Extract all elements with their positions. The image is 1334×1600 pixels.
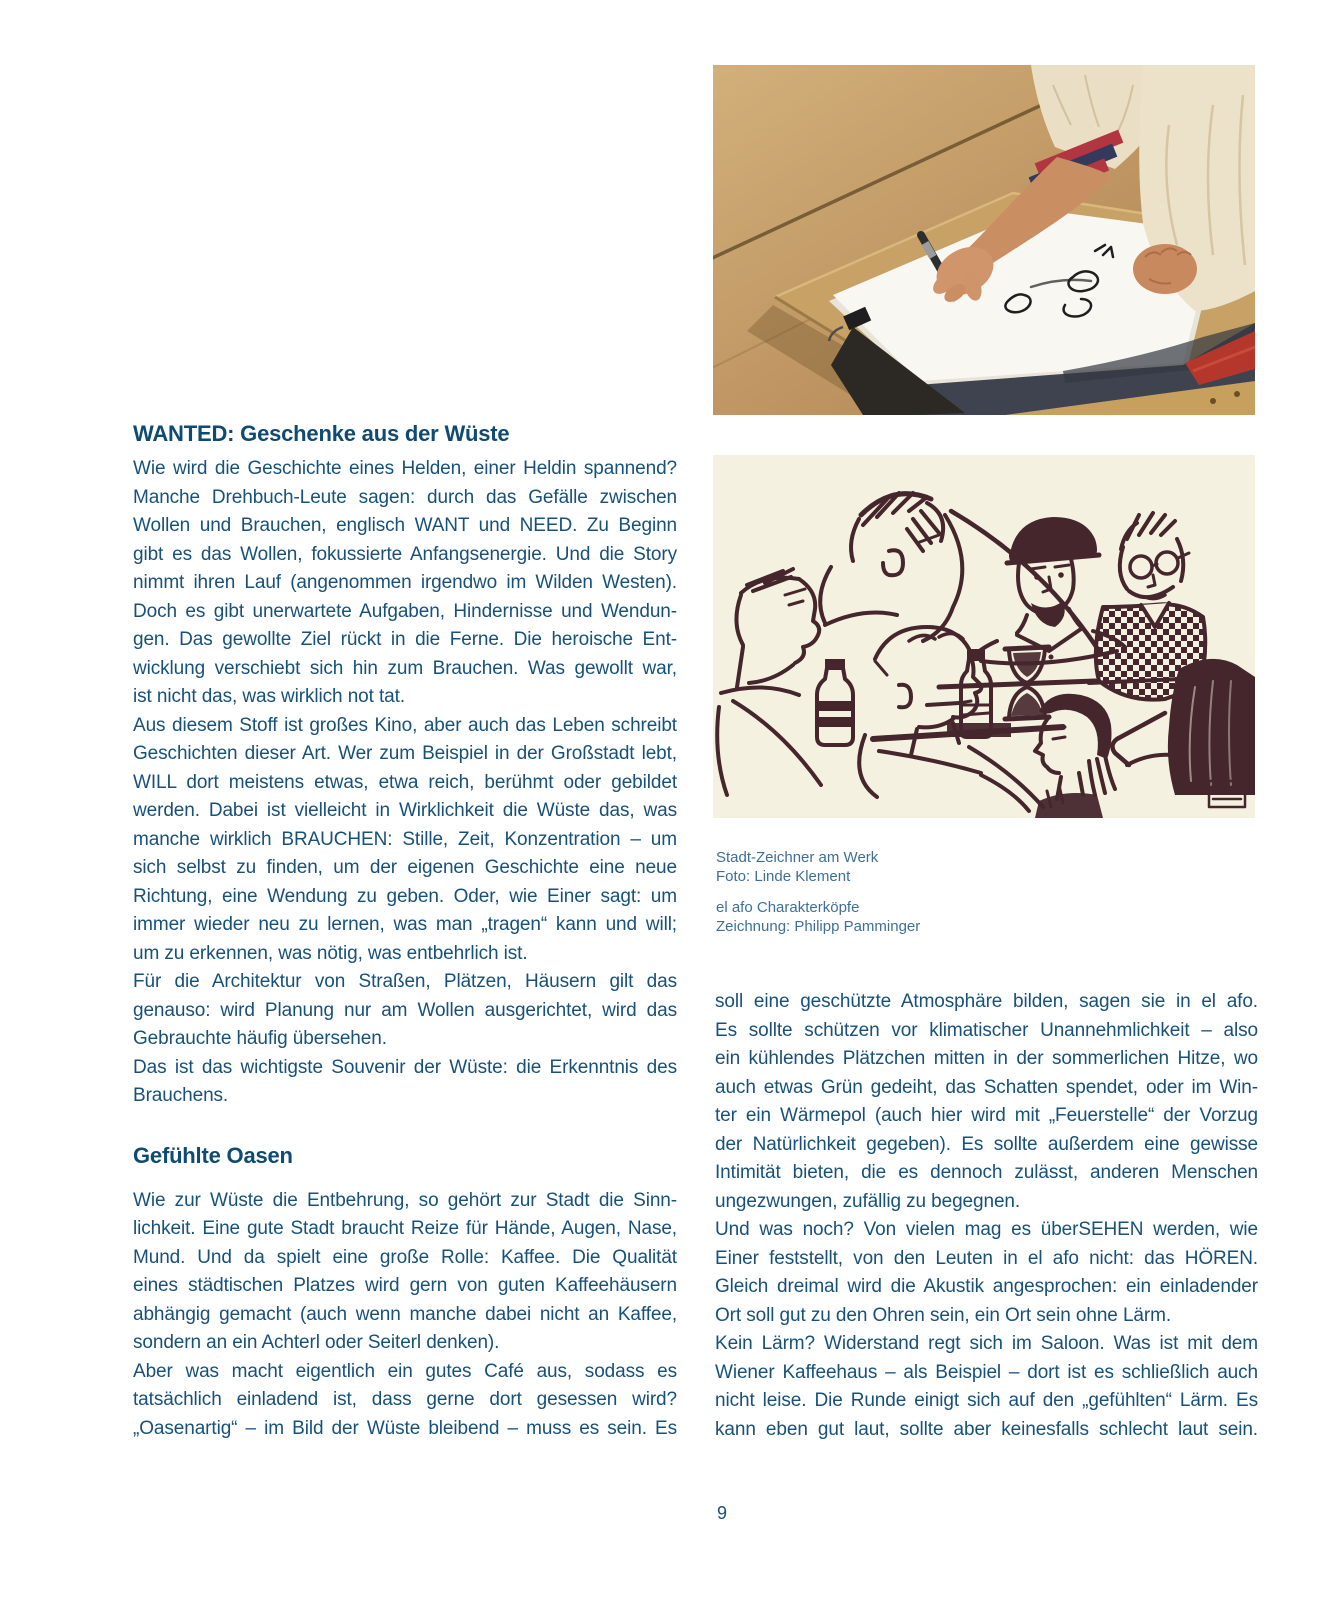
text-line: Wie zur Wüste die Entbehrung, so gehört zur Stadt die Sinn- [133, 1189, 677, 1211]
text-line: nimmt ihren Lauf (angenommen irgendwo im Wilden Westen). [133, 572, 677, 593]
text-line: Einer feststellt, von den Leuten in el afo nicht: das HÖREN. [715, 1247, 1258, 1269]
text-line: wicklung verschiebt sich hin zum Brauchen. Was gewollt war, [133, 657, 677, 679]
text-line: Und was noch? Von vielen mag es überSEHEN werden, wie [715, 1219, 1258, 1240]
text-line: Ort soll gut zu den Ohren sein, ein Ort sein ohne Lärm. [715, 1304, 1172, 1326]
text-line: ter ein Wärmepol (auch hier wird mit „Feuerstelle“ der Vorzug [715, 1105, 1258, 1126]
text-line: Mund. Und da spielt eine große Rolle: Kaffee. Die Qualität [133, 1246, 677, 1268]
text-line: Wie wird die Geschichte eines Helden, einer Heldin spannend? [133, 458, 677, 479]
text-line: manche wirklich BRAUCHEN: Stille, Zeit, Konzentration – um [133, 828, 677, 850]
sketch-charakterkoepfe [713, 455, 1255, 818]
right-column-body [715, 988, 1258, 1444]
text-line: genauso: wird Planung nur am Wollen ausgerichtet, wird das [133, 999, 677, 1021]
text-line: ungezwungen, zufällig zu begegnen. [715, 1190, 1021, 1212]
caption-line: el afo Charakterköpfe [716, 899, 860, 916]
text-line: tatsächlich einladend ist, dass gerne dort gesessen wird? [133, 1389, 677, 1410]
right-column [715, 988, 1258, 1444]
page-number: 9 [716, 1503, 727, 1523]
text-line: Es sollte schützen vor klimatischer Unannehmlichkeit – also [715, 1019, 1258, 1041]
text-line: Richtung, eine Wendung zu geben. Oder, wie Einer sagt: um [133, 885, 677, 907]
text-line: eines städtischen Platzes wird gern von guten Kaffeehäusern [133, 1275, 677, 1296]
caption-photo [716, 848, 920, 886]
text-line: Aus diesem Stoff ist großes Kino, aber auch das Leben schreibt [133, 714, 677, 736]
text-line: gibt es das Wollen, fokussierte Anfangsenergie. Und die Story [133, 543, 677, 565]
text-line: Kein Lärm? Widerstand regt sich im Saloon. Was ist mit dem [715, 1333, 1258, 1354]
left-column [133, 421, 677, 1443]
text-line: kann eben gut laut, sollte aber keinesfalls schlecht laut sein. [715, 1418, 1258, 1440]
text-line: Brauchens. [133, 1085, 229, 1106]
text-line: sich selbst zu finden, um der eigenen Geschichte eine neue [133, 857, 677, 878]
caption-line: Zeichnung: Philipp Pamminger [716, 918, 921, 935]
text-line: auch etwas Grün gedeiht, das Schatten spendet, oder im Win- [715, 1076, 1258, 1098]
figure-captions [716, 848, 920, 936]
text-line: Für die Architektur von Straßen, Plätzen, Häusern gilt das [133, 971, 677, 992]
caption-line: Stadt-Zeichner am Werk [716, 849, 879, 866]
text-line: sondern an ein Achterl oder Seiterl denken). [133, 1332, 500, 1353]
sketch-illustration [713, 455, 1255, 818]
text-line: Doch es gibt unerwartete Aufgaben, Hindernisse und Wendun- [133, 600, 677, 622]
text-line: werden. Dabei ist vielleicht in Wirklichkeit die Wüste das, was [133, 800, 677, 821]
text-line: WILL dort meistens etwas, etwa reich, berühmt oder gebildet [133, 771, 677, 793]
text-line: Wollen und Brauchen, englisch WANT und NEED. Zu Beginn [133, 515, 677, 536]
section-body-wanted [133, 455, 677, 1111]
text-line: Gebrauchte häufig übersehen. [133, 1028, 387, 1049]
text-line: Aber was macht eigentlich ein gutes Café aus, sodass es [133, 1360, 677, 1382]
text-line: Intimität bieten, die es dennoch zulässt, anderen Menschen [715, 1162, 1258, 1183]
text-line: lichkeit. Eine gute Stadt braucht Reize für Hände, Augen, Nase, [133, 1218, 677, 1239]
text-line: Wiener Kaffeehaus – als Beispiel – dort ist es schließlich auch [715, 1361, 1258, 1383]
caption-line: Foto: Linde Klement [716, 868, 851, 885]
text-line: Das ist das wichtigste Souvenir der Wüste: die Erkenntnis des [133, 1056, 677, 1078]
section-body-oasen [133, 1187, 677, 1444]
photo-illustration [713, 65, 1255, 415]
text-line: um zu erkennen, was nötig, was entbehrlich ist. [133, 942, 528, 964]
text-line: „Oasenartig“ – im Bild der Wüste bleibend – muss es sein. Es [133, 1417, 677, 1439]
text-line: nicht leise. Die Runde einigt sich auf den „gefühlten“ Lärm. Es [715, 1390, 1258, 1411]
text-line: Gleich dreimal wird die Akustik angesprochen: ein einladender [715, 1276, 1258, 1297]
text-line: Geschichten dieser Art. Wer zum Beispiel in der Großstadt lebt, [133, 743, 677, 764]
section-heading-oasen: Gefühlte Oasen [133, 1142, 293, 1168]
text-line: Manche Drehbuch-Leute sagen: durch das Gefälle zwischen [133, 486, 677, 508]
text-line: gen. Das gewollte Ziel rückt in die Ferne. Die heroische Ent- [133, 629, 677, 650]
text-line: immer wieder neu zu lernen, was man „tragen“ kann und will; [133, 914, 677, 935]
text-line: abhängig gemacht (auch wenn manche dabei nicht an Kaffee, [133, 1303, 677, 1325]
text-line: soll eine geschützte Atmosphäre bilden, sagen sie in el afo. [715, 991, 1258, 1012]
text-line: der Natürlichkeit gegeben). Es sollte außerdem eine gewisse [715, 1133, 1258, 1155]
text-line: ein kühlendes Plätzchen mitten in der sommerlichen Hitze, wo [715, 1048, 1258, 1069]
caption-sketch [716, 898, 920, 936]
photo-stadt-zeichner [713, 65, 1255, 415]
section-heading-wanted: WANTED: Geschenke aus der Wüste [133, 421, 510, 446]
text-line: ist nicht das, was wirklich not tat. [133, 686, 406, 707]
